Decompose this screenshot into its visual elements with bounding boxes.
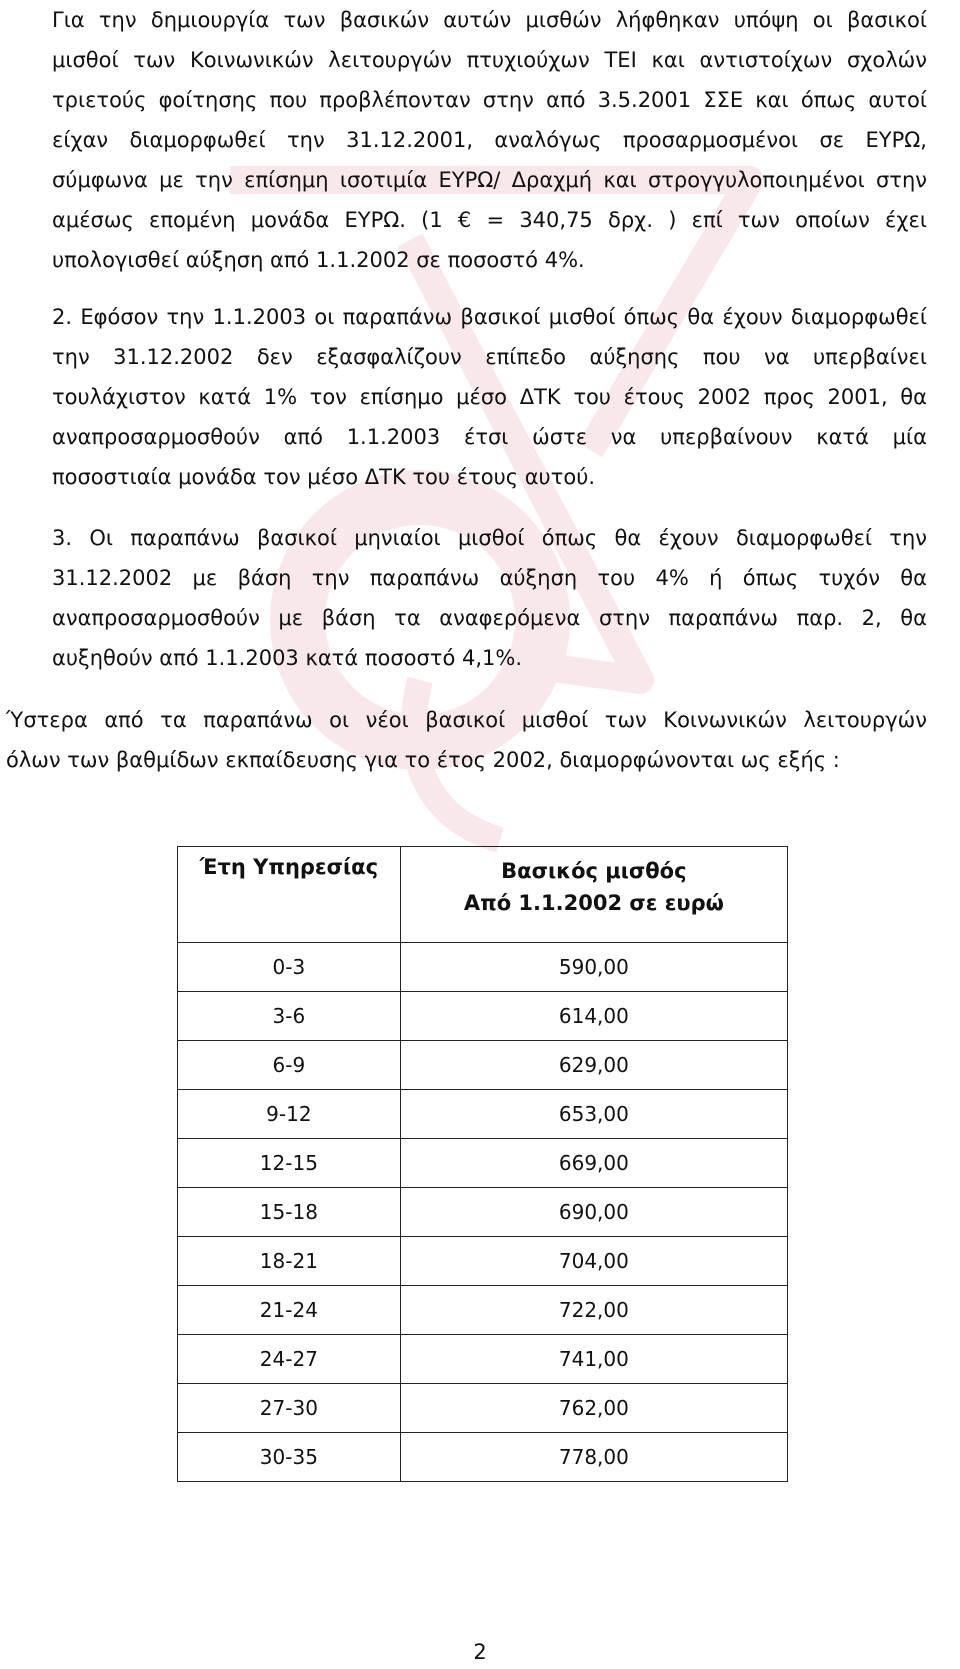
salary-cell: 690,00 bbox=[400, 1188, 787, 1237]
header-salary-line1: Βασικός μισθός bbox=[501, 859, 687, 883]
table-header-row bbox=[178, 847, 788, 943]
text-line: 3. Οι παραπάνω βασικοί μηνιαίοι μισθοί όπως θα έχουν διαμορφωθεί την bbox=[52, 526, 927, 550]
text-line: αναπροσαρμοσθούν από 1.1.2003 έτσι ώστε να υπερβαίνουν κατά μία bbox=[52, 425, 927, 449]
table-row bbox=[178, 1090, 788, 1139]
text-line: είχαν διαμορφωθεί την 31.12.2001, αναλόγως προσαρμοσμένοι σε ΕΥΡΩ, bbox=[52, 128, 927, 152]
paragraph-item-3 bbox=[52, 518, 927, 678]
salary-cell: 653,00 bbox=[400, 1090, 787, 1139]
table-row bbox=[178, 1335, 788, 1384]
years-cell: 15-18 bbox=[178, 1188, 401, 1237]
table-row bbox=[178, 943, 788, 992]
salary-cell: 629,00 bbox=[400, 1041, 787, 1090]
text-line: αμέσως επομένη μονάδα ΕΥΡΩ. (1 € = 340,75 δρχ. ) επί των οποίων έχει bbox=[52, 208, 927, 232]
header-salary-line2: Από 1.1.2002 σε ευρώ bbox=[463, 891, 724, 915]
text-line: την 31.12.2002 δεν εξασφαλίζουν επίπεδο αύξησης που να υπερβαίνει bbox=[52, 345, 927, 369]
salary-cell: 741,00 bbox=[400, 1335, 787, 1384]
salary-cell: 590,00 bbox=[400, 943, 787, 992]
page-number: 2 bbox=[473, 1640, 487, 1664]
text-line: 2. Εφόσον την 1.1.2003 οι παραπάνω βασικοί μισθοί όπως θα έχουν διαμορφωθεί bbox=[52, 305, 927, 329]
salary-cell: 722,00 bbox=[400, 1286, 787, 1335]
table-row bbox=[178, 1237, 788, 1286]
table-row bbox=[178, 1286, 788, 1335]
text-line: 31.12.2002 με βάση την παραπάνω αύξηση του 4% ή όπως τυχόν θα bbox=[52, 566, 927, 590]
years-cell: 27-30 bbox=[178, 1384, 401, 1433]
years-cell: 12-15 bbox=[178, 1139, 401, 1188]
years-cell: 24-27 bbox=[178, 1335, 401, 1384]
text-line: Ύστερα από τα παραπάνω οι νέοι βασικοί μισθοί των Κοινωνικών λειτουργών bbox=[6, 708, 927, 732]
salary-cell: 614,00 bbox=[400, 992, 787, 1041]
table-row bbox=[178, 1041, 788, 1090]
table-row bbox=[178, 1433, 788, 1482]
table-row bbox=[178, 1188, 788, 1237]
salary-cell: 762,00 bbox=[400, 1384, 787, 1433]
paragraph-intro bbox=[52, 0, 927, 280]
years-cell: 30-35 bbox=[178, 1433, 401, 1482]
years-cell: 9-12 bbox=[178, 1090, 401, 1139]
header-years: Έτη Υπηρεσίας bbox=[178, 847, 401, 943]
text-line: σύμφωνα με την επίσημη ισοτιμία ΕΥΡΩ/ Δραχμή και στρογγυλοποιημένοι στην bbox=[52, 168, 927, 192]
table-row bbox=[178, 1384, 788, 1433]
table-row bbox=[178, 1139, 788, 1188]
years-cell: 0-3 bbox=[178, 943, 401, 992]
salary-cell: 778,00 bbox=[400, 1433, 787, 1482]
years-cell: 18-21 bbox=[178, 1237, 401, 1286]
text-line: αναπροσαρμοσθούν με βάση τα αναφερόμενα στην παραπάνω παρ. 2, θα bbox=[52, 606, 927, 630]
salary-table bbox=[177, 846, 788, 1482]
years-cell: 3-6 bbox=[178, 992, 401, 1041]
text-line: όλων των βαθμίδων εκπαίδευσης για το έτος 2002, διαμορφώνονται ως εξής : bbox=[6, 748, 840, 772]
years-cell: 6-9 bbox=[178, 1041, 401, 1090]
table-row bbox=[178, 992, 788, 1041]
text-line: Για την δημιουργία των βασικών αυτών μισθών λήφθηκαν υπόψη οι βασικοί bbox=[52, 8, 927, 32]
years-cell: 21-24 bbox=[178, 1286, 401, 1335]
paragraph-conclusion bbox=[6, 700, 927, 780]
text-line: αυξηθούν από 1.1.2003 κατά ποσοστό 4,1%. bbox=[52, 646, 522, 670]
header-salary bbox=[400, 847, 787, 943]
paragraph-item-2 bbox=[52, 297, 927, 497]
text-line: ποσοστιαία μονάδα τον μέσο ΔΤΚ του έτους αυτού. bbox=[52, 465, 596, 489]
salary-cell: 704,00 bbox=[400, 1237, 787, 1286]
text-line: μισθοί των Κοινωνικών λειτουργών πτυχιούχων ΤΕΙ και αντιστοίχων σχολών bbox=[52, 48, 927, 72]
text-line: υπολογισθεί αύξηση από 1.1.2002 σε ποσοστό 4%. bbox=[52, 248, 585, 272]
text-line: τουλάχιστον κατά 1% τον επίσημο μέσο ΔΤΚ του έτους 2002 προς 2001, θα bbox=[52, 385, 927, 409]
text-line: τριετούς φοίτησης που προβλέπονταν στην από 3.5.2001 ΣΣΕ και όπως αυτοί bbox=[52, 88, 927, 112]
salary-cell: 669,00 bbox=[400, 1139, 787, 1188]
